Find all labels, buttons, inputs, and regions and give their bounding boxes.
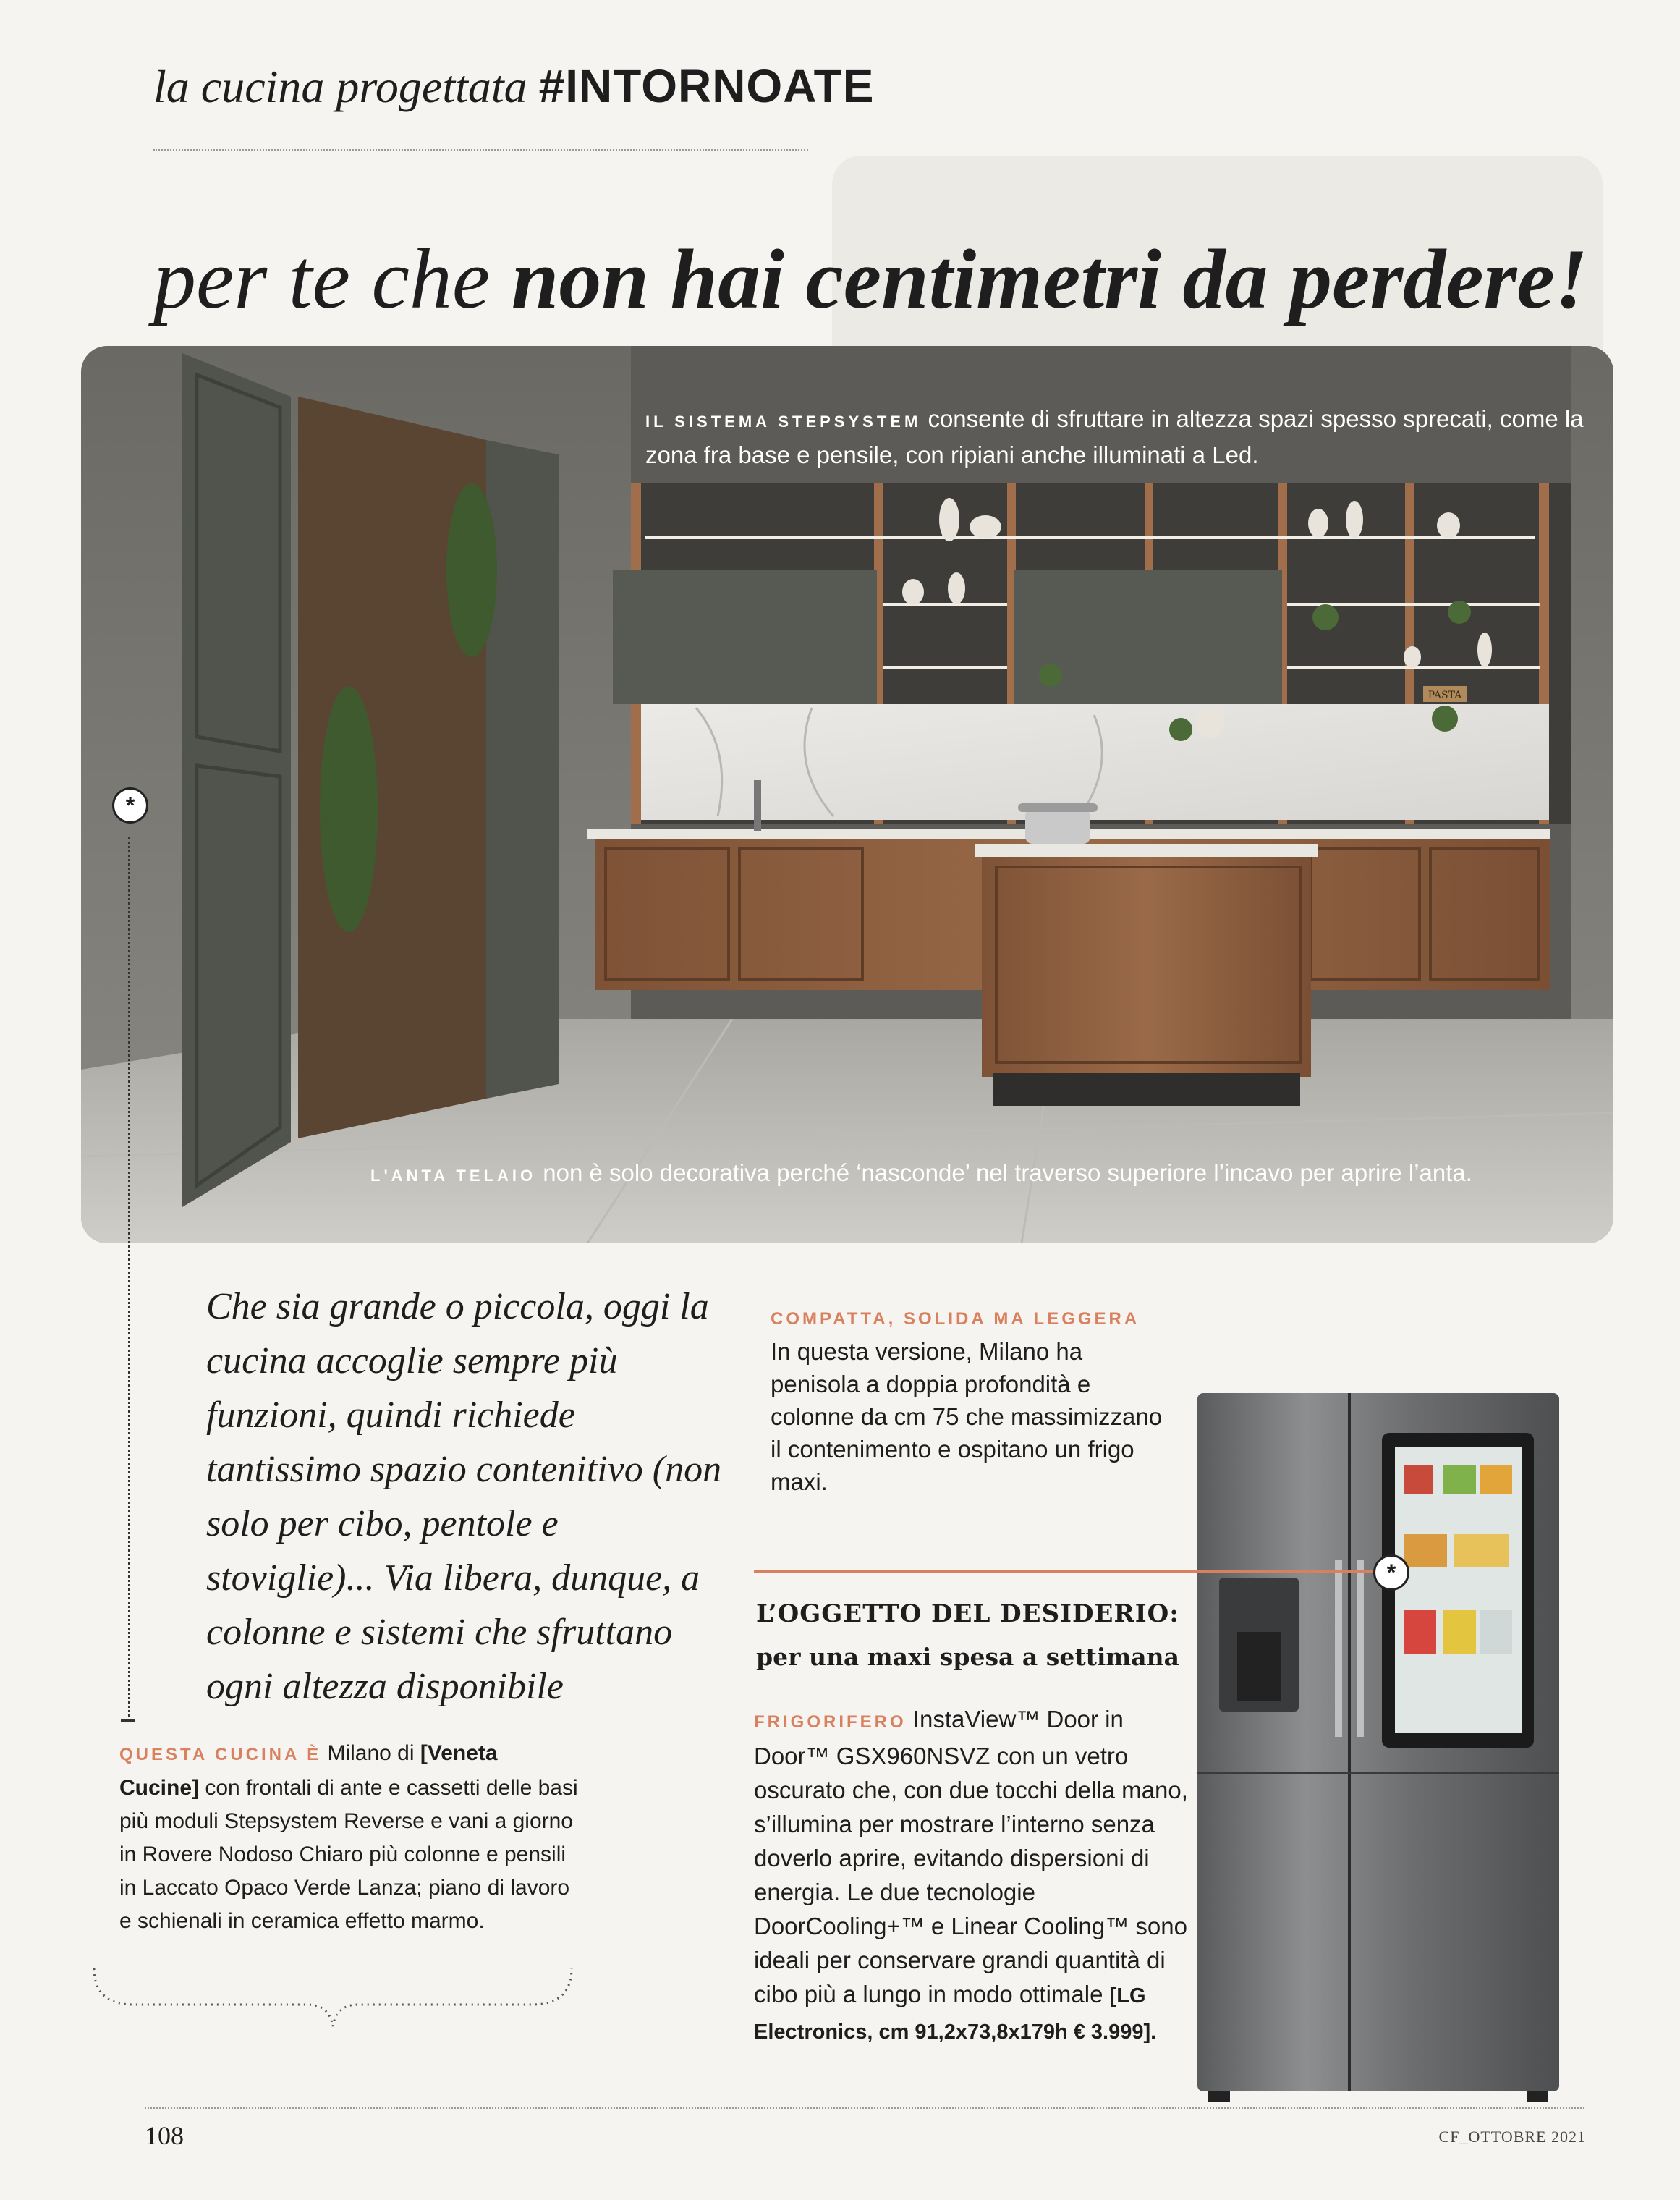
fridge-description-label: FRIGORIFERO [754,1712,907,1732]
brace-decoration [90,1965,575,2030]
object-subtitle: per una maxi spesa a settimana [756,1643,1180,1671]
marker-dotted-line [128,837,130,1721]
fridge-description: FRIGORIFERO InstaView™ Door in Door™ GSX960NSVZ con un vetro oscurato che, con due tocchi della mano, s’illumina per mostrare l’interno senza doverlo aprire, evitando dispersioni di energia. Le due tecnologie DoorCooling+™ e Linear Cooling™ sono ideali per conservare grandi quantità di cibo più a lungo in modo ottimale [LG Electronics, cm 91,2x73,8x179h € 3.999]. [754,1706,1188,2044]
compact-description-label: COMPATTA, SOLIDA MA LEGGERA [771,1309,1140,1329]
fridge-asterisk-marker-icon: * [1373,1554,1409,1591]
marker-line-end [121,1719,135,1722]
issue-credit: CF_OTTOBRE 2021 [1438,2128,1586,2146]
page-number: 108 [145,2121,184,2150]
brand-name: [Veneta Cucine] [119,1741,498,1800]
pasta-box-label: PASTA [1427,690,1462,701]
caption-stepsystem: IL SISTEMA STEPSYSTEM consente di sfruttare in altezza spazi spesso sprecati, come la zona fra base e pensile, con ripiani anche illuminati a Led. [645,405,1584,468]
kicker-divider [153,149,808,151]
kitchen-description: QUESTA CUCINA È Milano di [Veneta Cucine] con frontali di ante e cassetti delle basi più moduli Stepsystem Reverse e vani a giorno in Rovere Nodoso Chiaro più colonne e pensili in Laccato Opaco Verde Lanza; piano di lavoro e schienali in ceramica effetto marmo. [119,1741,578,1933]
headline-bold: non hai centimetri da perdere! [511,232,1588,326]
intro-text: Che sia grande o piccola, oggi la cucina accoglie sempre più funzioni, quindi richiede tantissimo spazio contenitivo (non solo per cibo, pentole e stoviglie)... Via libera, dunque, a colonne e sistemi che sfruttano ogni altezza disponibile [206,1286,722,1707]
fridge-image [1194,1393,1563,2106]
compact-description-text: In questa versione, Milano ha penisola a doppia profondità e colonne da cm 75 che massimizzano il contenimento e ospitano un frigo maxi. [771,1338,1163,1495]
caption-anta-label: L'ANTA TELAIO [370,1167,537,1185]
object-title: L’OGGETTO DEL DESIDERIO: [756,1599,1179,1628]
fridge-pointer-line [754,1570,1376,1573]
kitchen-photo [81,346,1613,1243]
footer-divider [145,2107,1584,2109]
caption-anta-telaio: L'ANTA TELAIO non è solo decorativa perché ‘nasconde’ nel traverso superiore l’incavo per aprire l’anta. [370,1159,1472,1186]
kitchen-description-label: QUESTA CUCINA È [119,1745,322,1764]
headline: per te che non hai centimetri da perdere! [153,232,1588,326]
caption-stepsystem-label: IL SISTEMA STEPSYSTEM [645,412,922,431]
kitchen-illustration [81,346,1613,1243]
asterisk-marker-icon: * [112,787,148,824]
section-kicker: la cucina progettata #INTORNOATE [153,60,875,112]
compact-description [771,1303,1176,1498]
hashtag: #INTORNOATE [538,60,875,112]
fridge-price: [LG Electronics, cm 91,2x73,8x179h € 3.999]. [754,1984,1157,2044]
